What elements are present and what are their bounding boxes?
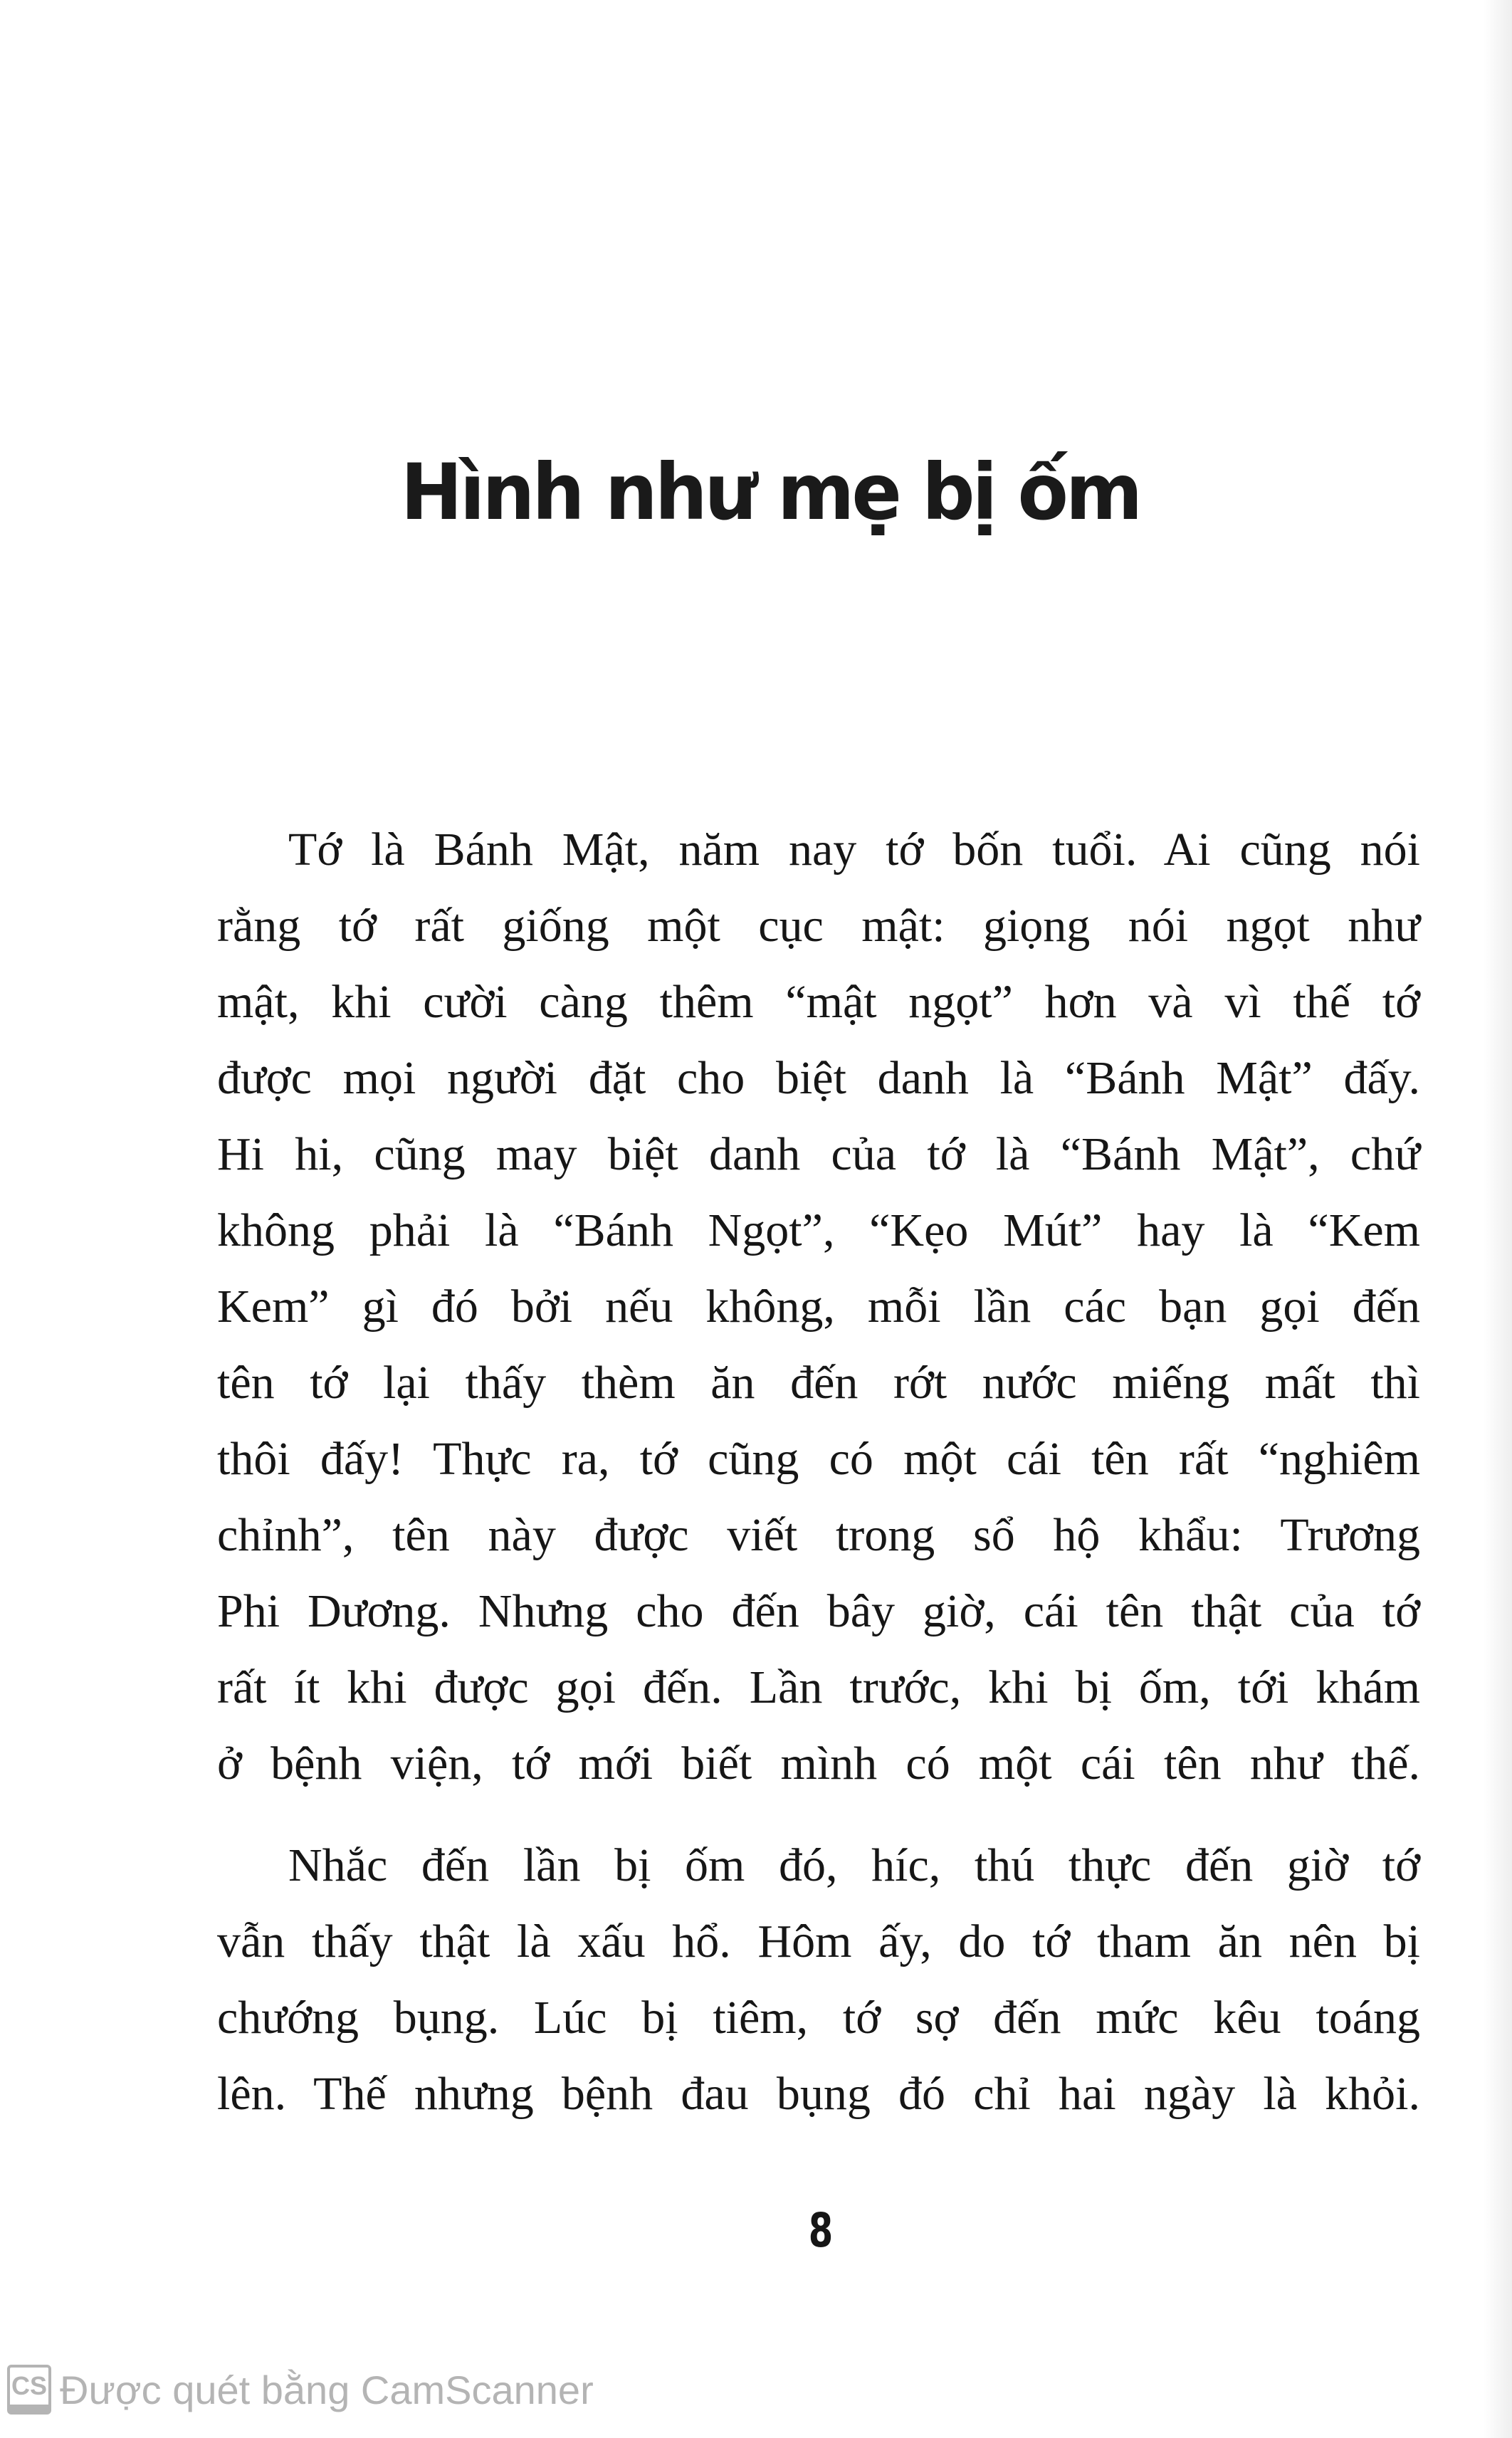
watermark-text: Được quét bằng CamScanner [60,2367,594,2412]
text-line: rằng tớ rất giống một cục mật: giọng nói ngọt như [217,900,1420,952]
text-line: được mọi người đặt cho biệt danh là “Bánh Mật” đấy. [217,1052,1420,1104]
camscanner-watermark [7,2365,594,2415]
text-line: Hi hi, cũng may biệt danh của tớ là “Bánh Mật”, chứ [217,1128,1420,1180]
chapter-title: Hình như mẹ bị ốm [400,446,1140,538]
text-line: chướng bụng. Lúc bị tiêm, tớ sợ đến mức kêu toáng [217,1992,1420,2044]
text-line: thôi đấy! Thực ra, tớ cũng có một cái tên rất “nghiêm [217,1433,1420,1485]
text-line: Nhắc đến lần bị ốm đó, híc, thú thực đến giờ tớ [288,1839,1420,1891]
text-line: Phi Dương. Nhưng cho đến bây giờ, cái tên thật của tớ [217,1585,1420,1637]
page-number: 8 [808,2203,834,2258]
text-line: vẫn thấy thật là xấu hổ. Hôm ấy, do tớ tham ăn nên bị [217,1916,1420,1967]
text-line: Kem” gì đó bởi nếu không, mỗi lần các bạn gọi đến [217,1281,1420,1333]
paragraph-gap [217,1802,1420,1827]
camscanner-logo-icon: CS [7,2365,51,2415]
text-line: mật, khi cười càng thêm “mật ngọt” hơn và vì thế tớ [217,976,1420,1028]
paragraph-2 [217,1827,1420,2132]
text-line: ở bệnh viện, tớ mới biết mình có một cái tên như thế. [217,1738,1420,1790]
page-edge-shadow [1484,0,1512,2438]
text-line: không phải là “Bánh Ngọt”, “Kẹo Mút” hay là “Kem [217,1204,1420,1256]
text-line: lên. Thế nhưng bệnh đau bụng đó chỉ hai ngày là khỏi. [217,2068,1420,2120]
text-line: Tớ là Bánh Mật, năm nay tớ bốn tuổi. Ai cũng nói [288,824,1420,876]
text-line: rất ít khi được gọi đến. Lần trước, khi bị ốm, tới khám [217,1661,1420,1713]
text-line: tên tớ lại thấy thèm ăn đến rớt nước miếng mất thì [217,1357,1420,1409]
body-text [217,811,1420,2132]
paragraph-1 [217,811,1420,1802]
text-line: chỉnh”, tên này được viết trong sổ hộ khẩu: Trương [217,1509,1420,1561]
